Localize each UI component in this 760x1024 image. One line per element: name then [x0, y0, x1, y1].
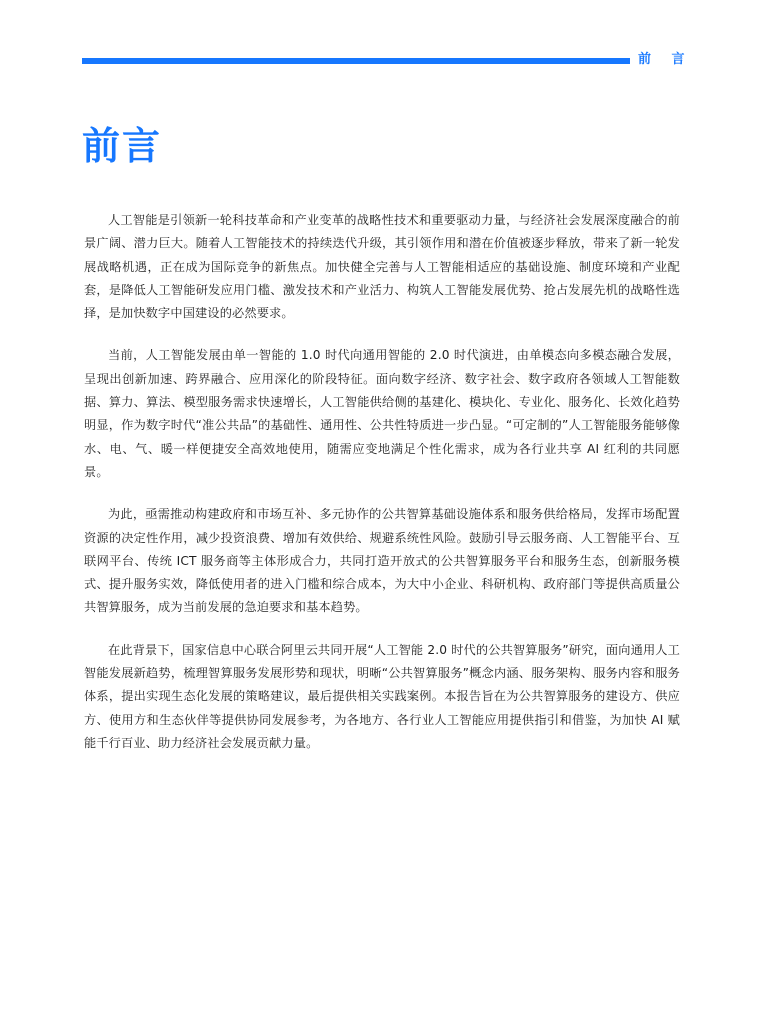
- body-text: [84, 209, 680, 774]
- paragraph-2: 当前，人工智能发展由单一智能的 1.0 时代向通用智能的 2.0 时代演进，由单模态向多模态融合发展，呈现出创新加速、跨界融合、应用深化的阶段特征。面向数字经济、数字社会、数字政府各领域人工智能数据、算力、算法、模型服务需求快速增长，人工智能供给侧的基建化、模块化、专业化、服务化、长效化趋势明显，作为数字时代“准公共品”的基础性、通用性、公共性特质进一步凸显。“可定制的”人工智能服务能够像水、电、气、暖一样便捷安全高效地使用，随需应变地满足个性化需求，成为各行业共享 AI 红利的共同愿景。: [84, 348, 680, 479]
- page-title: 前言: [82, 124, 163, 168]
- paragraph-1: 人工智能是引领新一轮科技革命和产业变革的战略性技术和重要驱动力量，与经济社会发展深度融合的前景广阔、潜力巨大。随着人工智能技术的持续迭代升级，其引领作用和潜在价值被逐步释放，带来了新一轮发展战略机遇，正在成为国际竞争的新焦点。加快健全完善与人工智能相适应的基础设施、制度环境和产业配套，是降低人工智能研发应用门槛、激发技术和产业活力、构筑人工智能发展优势、抢占发展先机的战略性选择，是加快数字中国建设的必然要求。: [84, 213, 680, 321]
- paragraph-3: 为此，亟需推动构建政府和市场互补、多元协作的公共智算基础设施体系和服务供给格局，发挥市场配置资源的决定性作用，减少投资浪费、增加有效供给、规避系统性风险。鼓励引导云服务商、人工智能平台、互联网平台、传统 ICT 服务商等主体形成合力，共同打造开放式的公共智算服务平台和服务生态，创新服务模式、提升服务实效，降低使用者的进入门槛和综合成本，为大中小企业、科研机构、政府部门等提供高质量公共智算服务，成为当前发展的急迫要求和基本趋势。: [84, 507, 680, 615]
- paragraph-4: 在此背景下，国家信息中心联合阿里云共同开展“人工智能 2.0 时代的公共智算服务”研究，面向通用人工智能发展新趋势，梳理智算服务发展形势和现状，明晰“公共智算服务”概念内涵、服务架构、服务内容和服务体系，提出实现生态化发展的策略建议，最后提供相关实践案例。本报告旨在为公共智算服务的建设方、供应方、使用方和生态伙伴等提供协同发展参考，为各地方、各行业人工智能应用提供指引和借鉴，为加快 AI 赋能千行百业、助力经济社会发展贡献力量。: [84, 642, 680, 750]
- section-label: 前 言: [638, 52, 693, 67]
- header-rule: [82, 58, 630, 64]
